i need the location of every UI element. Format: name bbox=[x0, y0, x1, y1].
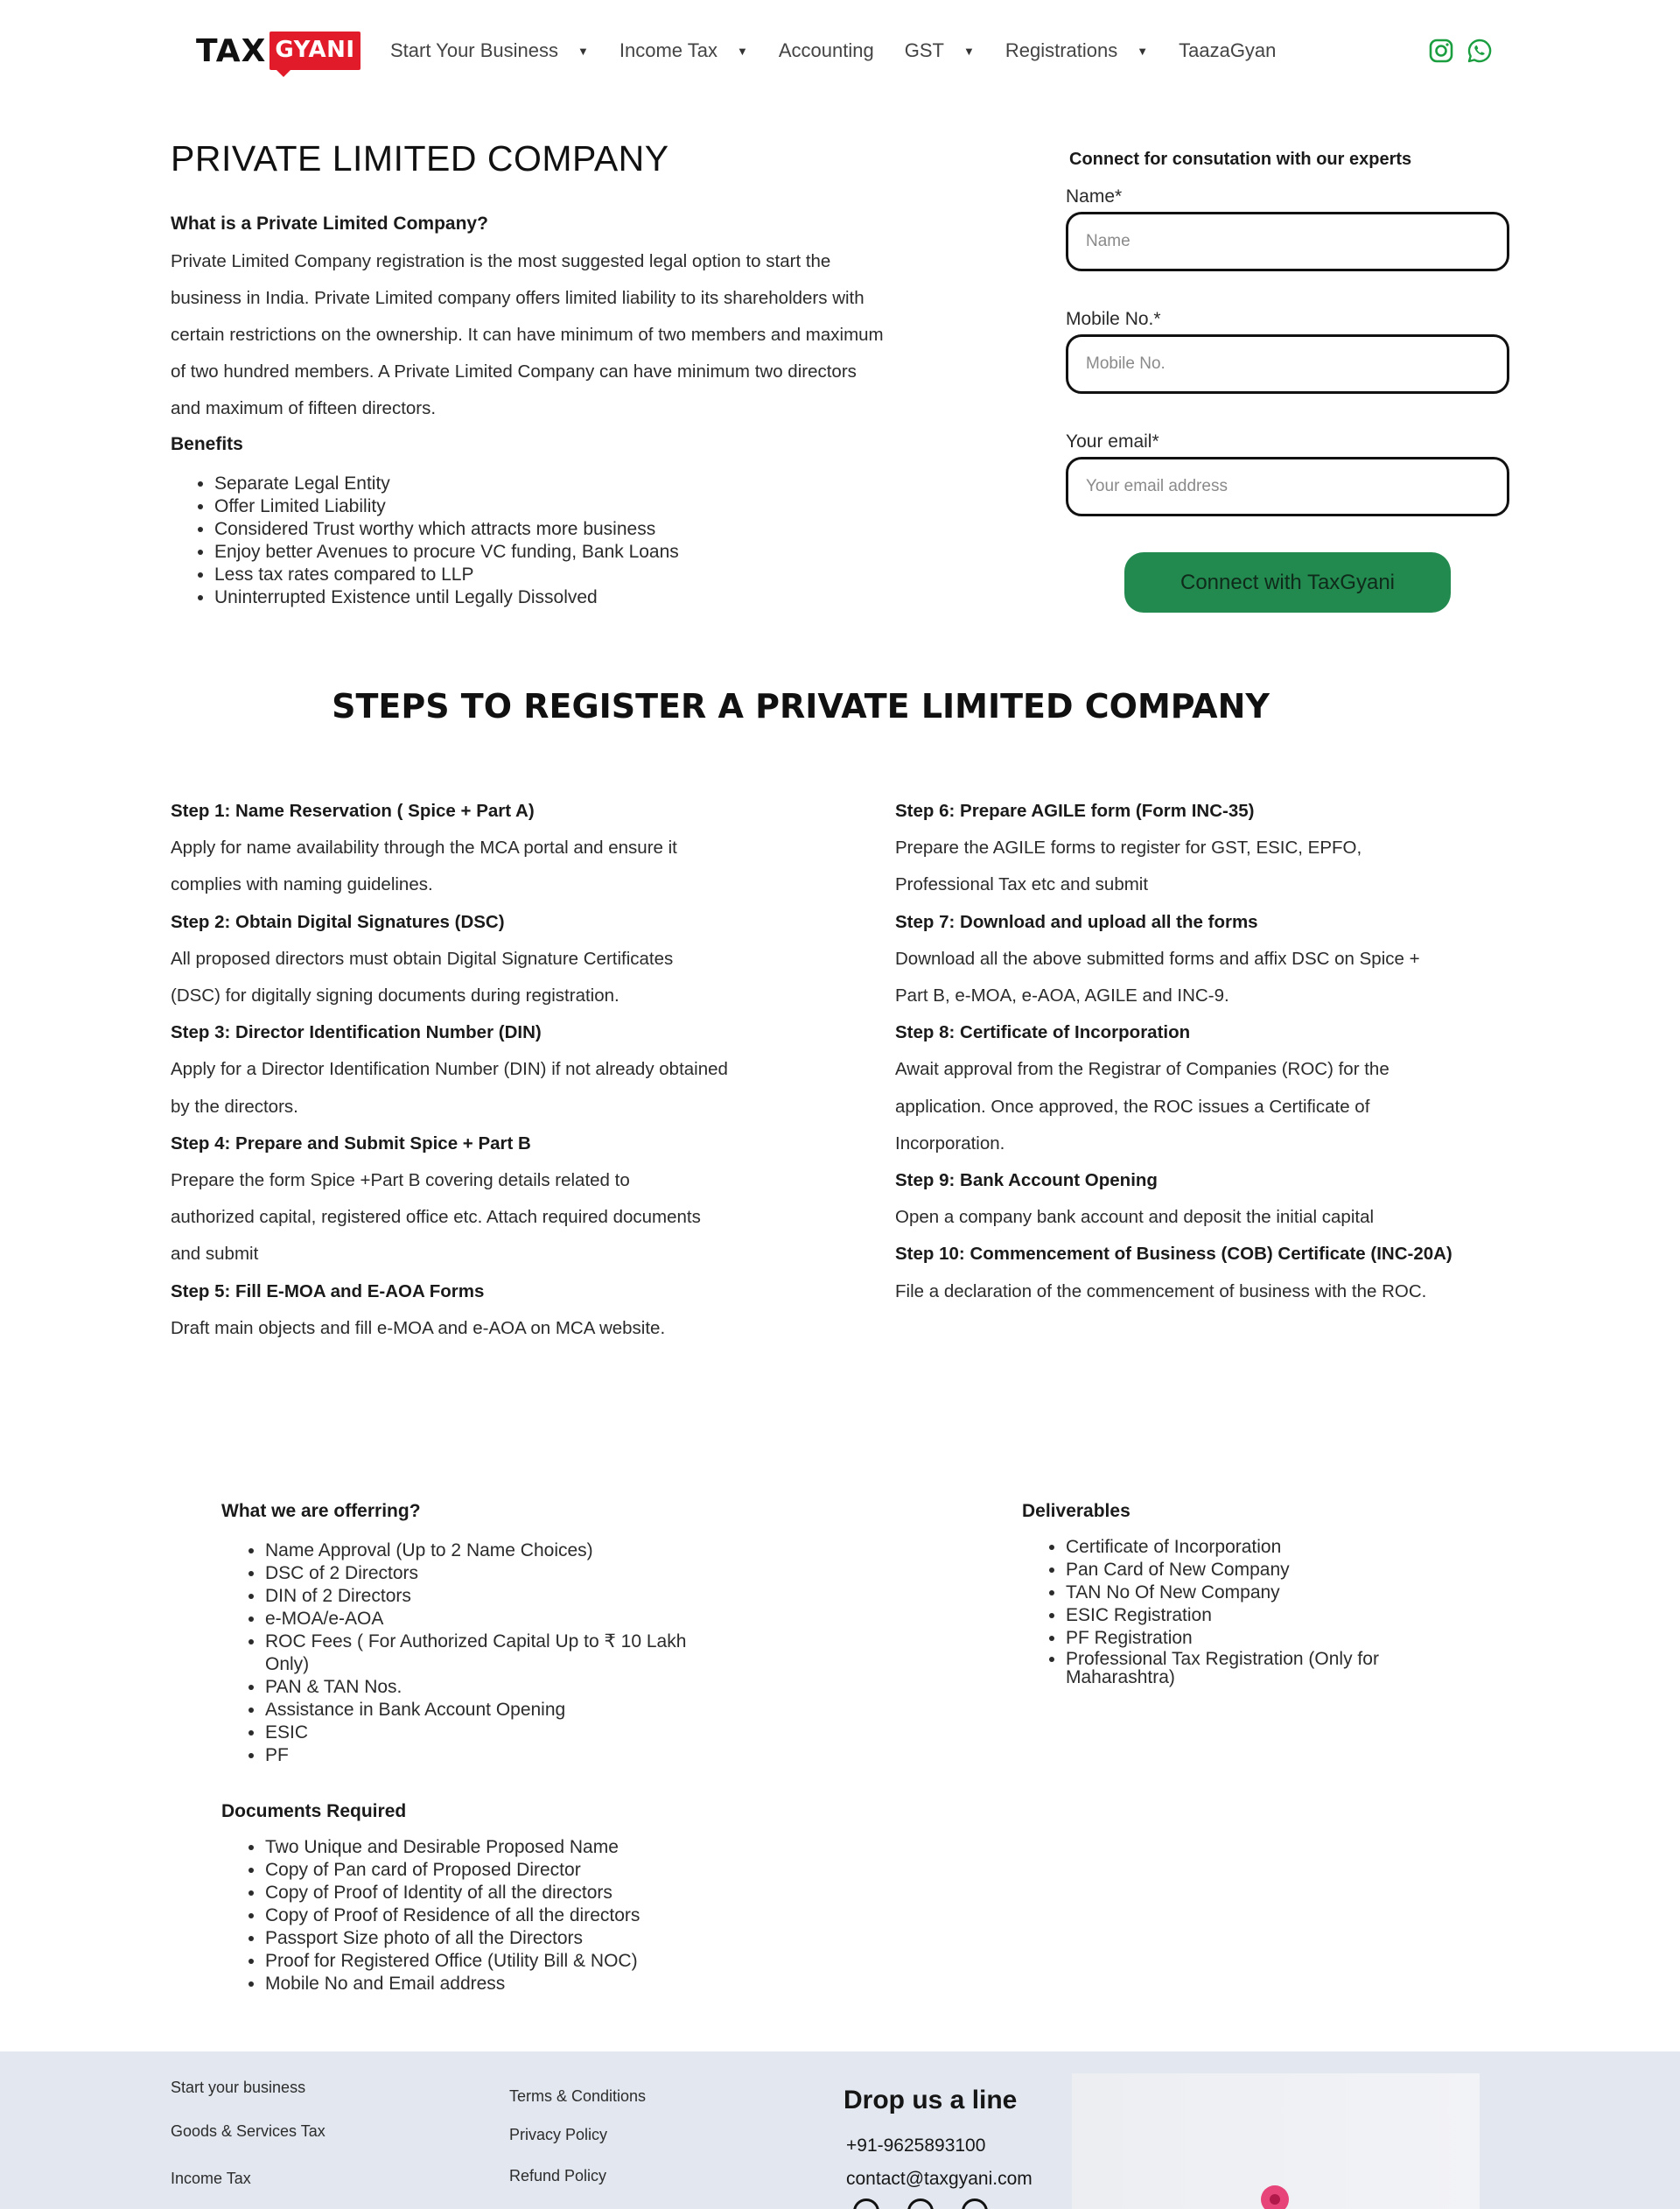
caret-down-icon: ▼ bbox=[1137, 44, 1149, 58]
step-6 bbox=[895, 793, 1508, 904]
site-header bbox=[0, 0, 1680, 103]
connect-button[interactable]: Connect with TaxGyani bbox=[1124, 552, 1451, 613]
nav-label: Registrations bbox=[1004, 39, 1118, 61]
step-description: Draft main objects and fill e-MOA and e-AOA on MCA website. bbox=[171, 1317, 666, 1338]
caret-down-icon: ▼ bbox=[737, 44, 748, 58]
drop-us-a-line-heading: Drop us a line bbox=[844, 2086, 1018, 2114]
facebook-icon[interactable] bbox=[907, 2198, 934, 2209]
footer-phone[interactable]: +91-9625893100 bbox=[846, 2135, 986, 2156]
list-item: • PF Registration bbox=[1066, 1627, 1442, 1650]
documents-list bbox=[265, 1836, 755, 1995]
taxgyani-logo[interactable] bbox=[196, 26, 360, 75]
list-item: • Passport Size photo of all the Directors bbox=[265, 1927, 755, 1950]
list-item: • PAN & TAN Nos. bbox=[265, 1676, 720, 1699]
step-4 bbox=[171, 1126, 783, 1273]
footer-link-refund[interactable]: Refund Policy bbox=[509, 2167, 607, 2184]
step-title: Step 2: Obtain Digital Signatures (DSC) bbox=[171, 911, 505, 932]
list-item: • Considered Trust worthy which attracts more business bbox=[214, 518, 679, 541]
form-title: Connect for consutation with our experts bbox=[1069, 150, 1412, 169]
list-item: • Uninterrupted Existence until Legally Dissolved bbox=[214, 586, 679, 609]
step-8 bbox=[895, 1014, 1508, 1162]
nav-label: Accounting bbox=[778, 39, 874, 61]
footer-social bbox=[853, 2198, 1016, 2209]
list-item: • Mobile No and Email address bbox=[265, 1973, 755, 1995]
instagram-icon[interactable] bbox=[1428, 38, 1454, 64]
nav-label: TaazaGyan bbox=[1179, 39, 1277, 61]
step-title: Step 4: Prepare and Submit Spice + Part B bbox=[171, 1133, 531, 1154]
nav-label: GST bbox=[904, 39, 944, 61]
footer-link-privacy[interactable]: Privacy Policy bbox=[509, 2126, 608, 2143]
mobile-input[interactable] bbox=[1066, 334, 1509, 394]
mobile-label: Mobile No.* bbox=[1066, 309, 1161, 329]
deliverables-heading: Deliverables bbox=[1022, 1501, 1130, 1521]
pinterest-icon[interactable] bbox=[962, 2198, 988, 2209]
step-description: All proposed directors must obtain Digital Signature Certificates (DSC) for digitally signing documents during registration. bbox=[171, 948, 674, 1006]
list-item: • Name Approval (Up to 2 Name Choices) bbox=[265, 1539, 720, 1562]
list-item: • DSC of 2 Directors bbox=[265, 1562, 720, 1585]
footer-link-gst[interactable]: Goods & Services Tax bbox=[171, 2122, 326, 2140]
nav-start-your-business[interactable] bbox=[390, 39, 589, 62]
list-item: • Copy of Proof of Identity of all the directors bbox=[265, 1882, 755, 1904]
list-item: • DIN of 2 Directors bbox=[265, 1585, 720, 1608]
step-title: Step 5: Fill E-MOA and E-AOA Forms bbox=[171, 1280, 485, 1301]
benefits-list bbox=[214, 473, 679, 609]
list-item: • Copy of Proof of Residence of all the directors bbox=[265, 1904, 755, 1927]
list-item: • Professional Tax Registration (Only for Maharashtra) bbox=[1066, 1650, 1442, 1687]
nav-label: Start Your Business bbox=[390, 39, 559, 61]
documents-heading: Documents Required bbox=[221, 1801, 407, 1821]
step-title: Step 1: Name Reservation ( Spice + Part A) bbox=[171, 801, 535, 821]
footer-link-income-tax[interactable]: Income Tax bbox=[171, 2170, 251, 2187]
list-item: • Assistance in Bank Account Opening bbox=[265, 1699, 720, 1722]
step-title: Step 6: Prepare AGILE form (Form INC-35) bbox=[895, 801, 1255, 821]
benefits-heading: Benefits bbox=[171, 434, 243, 454]
step-title: Step 7: Download and upload all the forms bbox=[895, 911, 1258, 932]
steps-title: STEPS TO REGISTER A PRIVATE LIMITED COMPANY bbox=[332, 687, 1270, 726]
list-item: • Two Unique and Desirable Proposed Name bbox=[265, 1836, 755, 1859]
nav-income-tax[interactable] bbox=[620, 39, 748, 62]
list-item: • Separate Legal Entity bbox=[214, 473, 679, 495]
list-item: • Pan Card of New Company bbox=[1066, 1559, 1442, 1581]
list-item: • Enjoy better Avenues to procure VC funding, Bank Loans bbox=[214, 541, 679, 564]
step-description: Apply for a Director Identification Number (DIN) if not already obtained by the directors. bbox=[171, 1059, 728, 1117]
map-pin-icon[interactable] bbox=[1261, 2185, 1289, 2209]
step-title: Step 8: Certificate of Incorporation bbox=[895, 1022, 1191, 1043]
step-title: Step 10: Commencement of Business (COB) Certificate (INC-20A) bbox=[895, 1244, 1452, 1265]
intro-paragraph: Private Limited Company registration is the most suggested legal option to start the business in India. Private Limited company offers limited liability to its shareholders with certain restrictions on the ownership. It can have minimum of two members and maximum of two hundred members. A Private Limited Company can have minimum two directors and maximum of fifteen directors. bbox=[171, 251, 884, 418]
step-description: Await approval from the Registrar of Companies (ROC) for the application. Once approved, the ROC issues a Certificate of Incorporation. bbox=[895, 1059, 1390, 1154]
step-title: Step 9: Bank Account Opening bbox=[895, 1170, 1158, 1191]
step-9 bbox=[895, 1162, 1508, 1236]
whatsapp-icon[interactable] bbox=[1466, 38, 1493, 64]
step-description: File a declaration of the commencement of business with the ROC. bbox=[895, 1280, 1427, 1301]
what-is-heading: What is a Private Limited Company? bbox=[171, 214, 488, 234]
list-item: • PF bbox=[265, 1744, 720, 1767]
step-description: Prepare the AGILE forms to register for GST, ESIC, EPFO, Professional Tax etc and submit bbox=[895, 838, 1362, 895]
main-nav bbox=[390, 35, 1306, 67]
email-input[interactable] bbox=[1066, 457, 1509, 516]
list-item: • Proof for Registered Office (Utility Bill & NOC) bbox=[265, 1950, 755, 1973]
step-description: Apply for name availability through the MCA portal and ensure it complies with naming guidelines. bbox=[171, 838, 677, 895]
nav-registrations[interactable] bbox=[1005, 39, 1148, 62]
header-social bbox=[1428, 38, 1505, 64]
footer-email[interactable]: contact@taxgyani.com bbox=[846, 2169, 1032, 2189]
nav-gst[interactable] bbox=[905, 39, 975, 62]
footer-link-start-your-business[interactable]: Start your business bbox=[171, 2079, 306, 2096]
page-title: PRIVATE LIMITED COMPANY bbox=[171, 138, 669, 179]
step-description: Open a company bank account and deposit the initial capital bbox=[895, 1207, 1375, 1228]
step-1 bbox=[171, 793, 783, 904]
offering-list bbox=[265, 1539, 720, 1767]
logo-gyani-text: GYANI bbox=[270, 32, 360, 70]
list-item: • ESIC Registration bbox=[1066, 1604, 1442, 1627]
name-label: Name* bbox=[1066, 186, 1123, 207]
list-item: • Offer Limited Liability bbox=[214, 495, 679, 518]
list-item: • Certificate of Incorporation bbox=[1066, 1536, 1442, 1559]
step-5 bbox=[171, 1273, 783, 1347]
step-2 bbox=[171, 904, 783, 1015]
list-item: • e-MOA/e-AOA bbox=[265, 1608, 720, 1630]
deliverables-list bbox=[1066, 1536, 1442, 1687]
list-item: • TAN No Of New Company bbox=[1066, 1581, 1442, 1604]
list-item: • ROC Fees ( For Authorized Capital Up to ₹ 10 Lakh Only) bbox=[265, 1630, 720, 1676]
logo-tax-text: TAX bbox=[196, 32, 267, 69]
footer-link-terms[interactable]: Terms & Conditions bbox=[509, 2087, 647, 2105]
step-7 bbox=[895, 904, 1508, 1015]
step-description: Prepare the form Spice +Part B covering details related to authorized capital, registered office etc. Attach required documents and submit bbox=[171, 1170, 701, 1265]
email-label: Your email* bbox=[1066, 431, 1159, 452]
step-3 bbox=[171, 1014, 783, 1126]
nav-label: Income Tax bbox=[619, 39, 718, 61]
steps-right-column bbox=[895, 793, 1508, 1310]
list-item: • Less tax rates compared to LLP bbox=[214, 564, 679, 586]
offering-heading: What we are offerring? bbox=[221, 1501, 421, 1521]
list-item: • Copy of Pan card of Proposed Director bbox=[265, 1859, 755, 1882]
nav-taazagyan[interactable] bbox=[1179, 39, 1276, 62]
step-description: Download all the above submitted forms and affix DSC on Spice + Part B, e-MOA, e-AOA, AGILE and INC-9. bbox=[895, 948, 1420, 1006]
caret-down-icon: ▼ bbox=[578, 44, 589, 58]
nav-accounting[interactable] bbox=[779, 39, 874, 62]
list-item: • ESIC bbox=[265, 1722, 720, 1744]
instagram-icon[interactable] bbox=[853, 2198, 879, 2209]
steps-left-column bbox=[171, 793, 783, 1347]
step-title: Step 3: Director Identification Number (DIN) bbox=[171, 1022, 542, 1043]
step-10 bbox=[895, 1236, 1508, 1309]
caret-down-icon: ▼ bbox=[962, 44, 975, 58]
name-input[interactable] bbox=[1066, 212, 1509, 271]
